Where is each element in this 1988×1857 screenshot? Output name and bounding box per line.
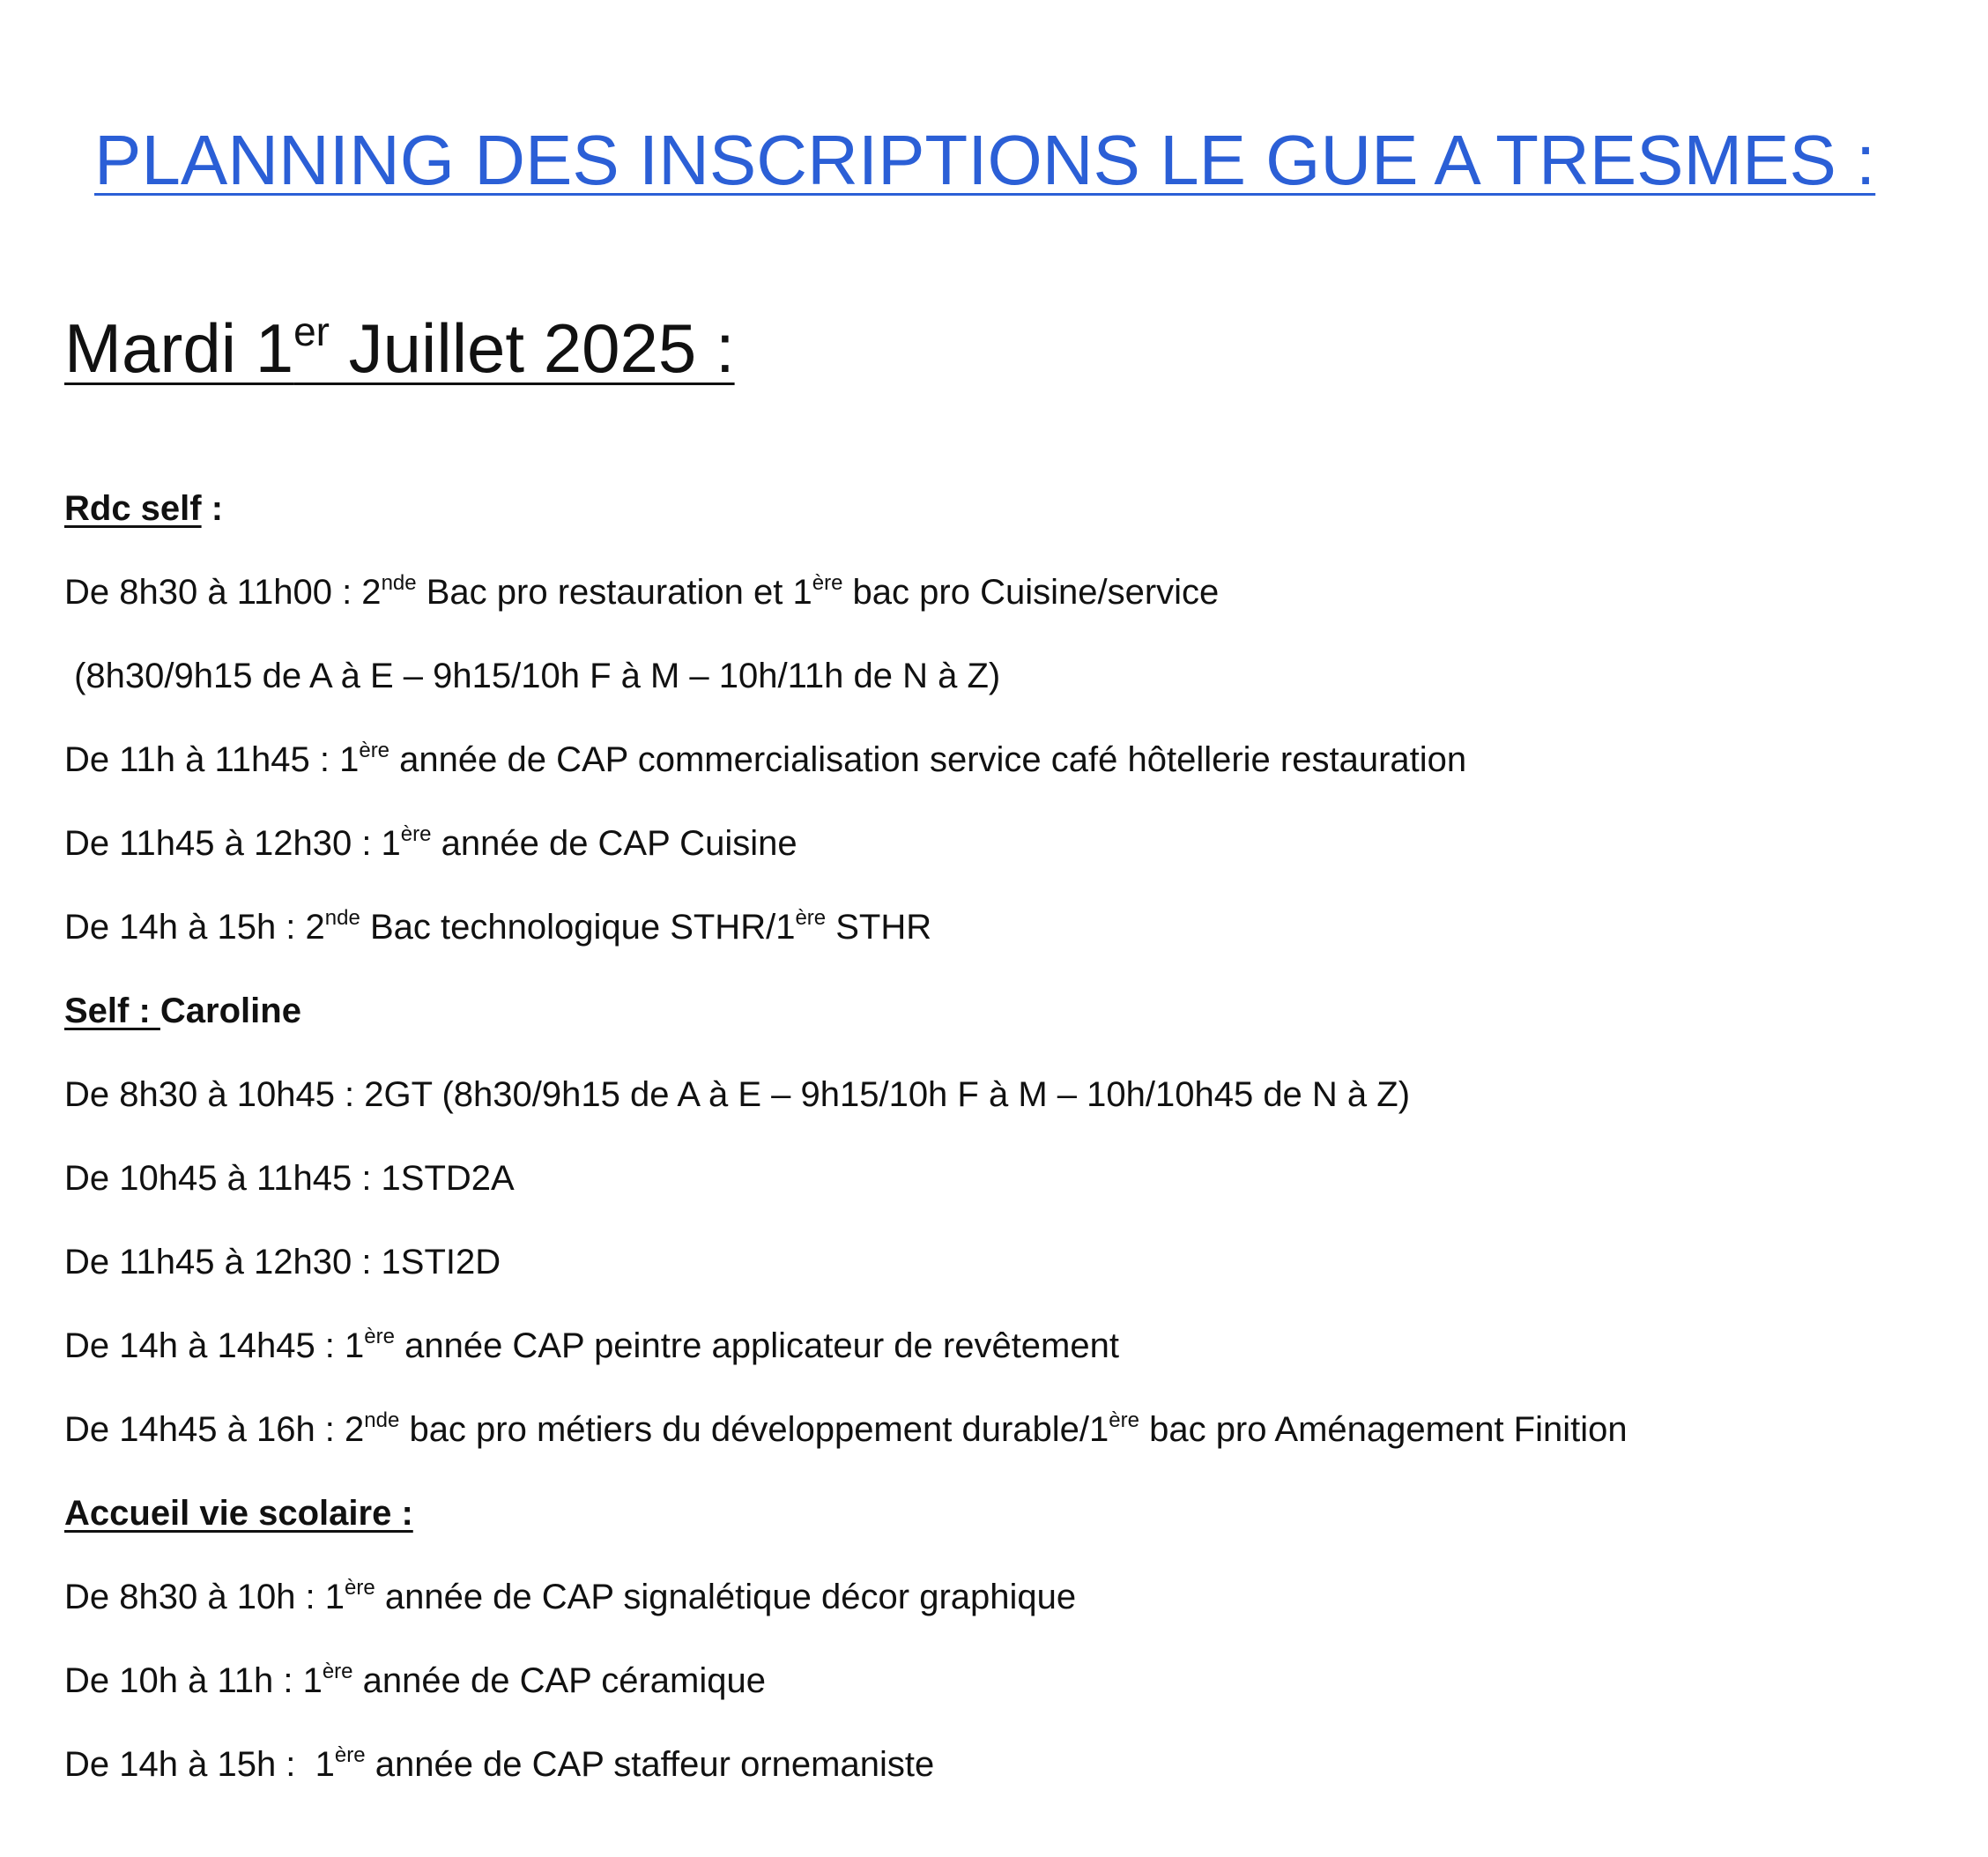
schedule-line <box>64 736 1466 784</box>
schedule-line <box>64 568 1219 616</box>
schedule-text: bac pro Aménagement Finition <box>1139 1410 1628 1449</box>
ordinal-suffix: nde <box>364 1408 400 1432</box>
date-heading-ordinal: er <box>293 308 330 354</box>
schedule-text: année de CAP staffeur ornemaniste <box>365 1745 935 1784</box>
section-heading-rdc-self <box>64 485 223 532</box>
schedule-line <box>64 1155 515 1202</box>
schedule-text: année de CAP signalétique décor graphique <box>375 1578 1077 1616</box>
ordinal-suffix: ère <box>345 1576 375 1600</box>
ordinal-suffix: ère <box>1109 1408 1139 1432</box>
schedule-line <box>64 903 931 951</box>
schedule-line <box>64 1322 1119 1370</box>
schedule-text: année de CAP céramique <box>352 1661 766 1700</box>
section-heading-self <box>64 987 301 1035</box>
schedule-line <box>64 820 797 867</box>
schedule-line <box>64 1741 934 1788</box>
ordinal-suffix: ère <box>322 1660 353 1683</box>
schedule-text: De 14h à 15h : 2 <box>64 908 325 947</box>
schedule-text: De 11h45 à 12h30 : 1 <box>64 824 401 863</box>
schedule-text: De 8h30 à 10h45 : 2GT (8h30/9h15 de A à E – 9h15/10h F à M – 10h/10h45 de N à Z) <box>64 1075 1411 1114</box>
schedule-text: De 14h à 15h : 1 <box>64 1745 335 1784</box>
section-heading-label: Rdc self <box>64 489 202 528</box>
schedule-text: De 8h30 à 11h00 : 2 <box>64 573 382 612</box>
schedule-line <box>64 1657 766 1705</box>
ordinal-suffix: nde <box>324 906 360 930</box>
ordinal-suffix: ère <box>795 906 827 930</box>
schedule-text: Bac technologique STHR/1 <box>360 908 796 947</box>
date-heading <box>64 304 735 392</box>
ordinal-suffix: ère <box>812 571 843 595</box>
section-heading-label: Accueil vie scolaire : <box>64 1494 413 1533</box>
schedule-text: STHR <box>826 908 932 947</box>
schedule-text: De 10h45 à 11h45 : 1STD2A <box>64 1159 515 1198</box>
section-heading-label: Self : <box>64 992 160 1030</box>
schedule-text: De 11h45 à 12h30 : 1STI2D <box>64 1243 501 1281</box>
ordinal-suffix: nde <box>381 571 417 595</box>
ordinal-suffix: ère <box>400 822 432 846</box>
schedule-text: bac pro Cuisine/service <box>842 573 1220 612</box>
section-heading-suffix: Caroline <box>159 992 301 1030</box>
schedule-text: De 14h45 à 16h : 2 <box>64 1410 365 1449</box>
date-heading-month-year: Juillet 2025 : <box>330 309 735 387</box>
section-heading-suffix: : <box>201 489 224 528</box>
ordinal-suffix: ère <box>364 1325 395 1348</box>
schedule-line <box>64 1238 501 1286</box>
schedule-text: année de CAP Cuisine <box>431 824 797 863</box>
schedule-text: année CAP peintre applicateur de revêtement <box>394 1326 1119 1365</box>
date-heading-day: Mardi 1 <box>64 309 294 387</box>
schedule-line <box>64 1071 1410 1118</box>
schedule-text: De 11h à 11h45 : 1 <box>64 740 360 779</box>
schedule-text: De 8h30 à 10h : 1 <box>64 1578 345 1616</box>
schedule-text: De 10h à 11h : 1 <box>64 1661 323 1700</box>
schedule-text: (8h30/9h15 de A à E – 9h15/10h F à M – 10h/11h de N à Z) <box>64 657 1001 695</box>
schedule-line <box>64 1573 1076 1621</box>
ordinal-suffix: ère <box>359 739 390 762</box>
document-title: PLANNING DES INSCRIPTIONS LE GUE A TRESMES : <box>94 121 1876 199</box>
schedule-text: année de CAP commercialisation service café hôtellerie restauration <box>389 740 1467 779</box>
schedule-text: bac pro métiers du développement durable/1 <box>399 1410 1109 1449</box>
section-heading-accueil-vie-scolaire <box>64 1489 413 1537</box>
schedule-line <box>64 1406 1628 1453</box>
schedule-text: De 14h à 14h45 : 1 <box>64 1326 365 1365</box>
schedule-line <box>64 652 1000 700</box>
schedule-text: Bac pro restauration et 1 <box>416 573 812 612</box>
ordinal-suffix: ère <box>334 1743 366 1767</box>
